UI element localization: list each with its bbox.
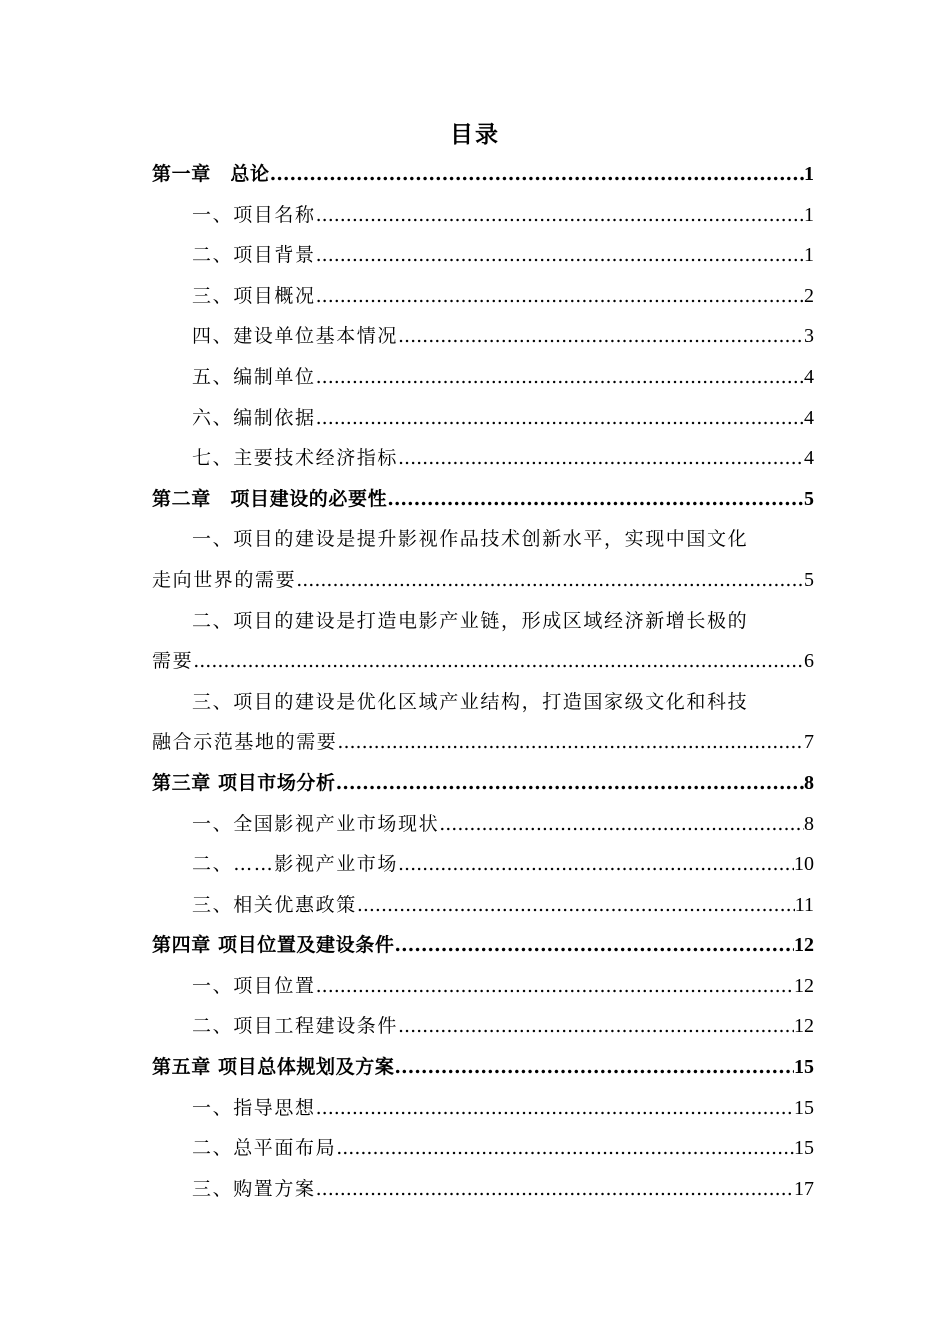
toc-page-number: 4	[804, 447, 814, 470]
toc-page-number: 1	[804, 163, 814, 185]
dot-leader	[387, 479, 804, 520]
toc-entry-label: 四、建设单位基本情况	[192, 325, 399, 348]
toc-entry-label: 二、项目的建设是打造电影产业链，形成区域经济新增长极的	[192, 609, 749, 632]
toc-page-number: 8	[804, 812, 814, 835]
toc-entry-label: 五、编制单位	[192, 365, 316, 388]
toc-title: 目录	[450, 121, 500, 148]
dot-leader	[316, 398, 804, 439]
dot-leader	[357, 885, 795, 926]
dot-leader	[398, 1006, 794, 1047]
toc-section-entry[interactable]	[152, 601, 814, 682]
toc-entry-label: 第二章 项目建设的必要性	[152, 487, 388, 510]
dot-leader	[316, 235, 804, 276]
dot-leader	[296, 560, 804, 601]
table-of-contents	[152, 154, 814, 1209]
toc-entry-label: 七、主要技术经济指标	[192, 447, 399, 470]
toc-page-number: 10	[794, 853, 814, 876]
toc-entry-label: 三、相关优惠政策	[192, 893, 357, 916]
toc-section-entry[interactable]	[152, 519, 814, 600]
toc-page-number: 17	[794, 1177, 814, 1200]
dot-leader	[336, 763, 804, 804]
toc-section-entry[interactable]	[152, 1128, 814, 1169]
toc-section-entry[interactable]	[152, 235, 814, 276]
toc-page-number: 5	[804, 568, 814, 591]
toc-page-number: 15	[794, 1096, 814, 1119]
toc-section-entry[interactable]	[152, 398, 814, 439]
toc-entry-label: 二、……影视产业市场	[192, 853, 399, 876]
toc-entry-label: 一、项目名称	[192, 203, 316, 226]
toc-page-number: 4	[804, 365, 814, 388]
toc-entry-label: 二、项目工程建设条件	[192, 1015, 399, 1038]
toc-chapter-entry[interactable]	[152, 154, 814, 195]
toc-section-entry[interactable]	[152, 804, 814, 845]
toc-chapter-entry[interactable]	[152, 925, 814, 966]
toc-entry-label: 一、全国影视产业市场现状	[192, 812, 440, 835]
dot-leader	[394, 925, 794, 966]
toc-entry-label: 一、指导思想	[192, 1096, 316, 1119]
toc-page-number: 2	[804, 284, 814, 307]
toc-page-number: 1	[804, 244, 814, 267]
toc-section-entry[interactable]	[152, 1088, 814, 1129]
toc-section-entry[interactable]	[152, 682, 814, 763]
toc-page-number: 3	[804, 325, 814, 348]
toc-entry-label: 第四章 项目位置及建设条件	[152, 934, 395, 957]
toc-section-entry[interactable]	[152, 844, 814, 885]
toc-chapter-entry[interactable]	[152, 479, 814, 520]
toc-section-entry[interactable]	[152, 1169, 814, 1210]
toc-section-entry[interactable]	[152, 885, 814, 926]
dot-leader	[337, 722, 804, 763]
dot-leader	[394, 1047, 794, 1088]
dot-leader	[316, 357, 804, 398]
toc-section-entry[interactable]	[152, 357, 814, 398]
dot-leader	[398, 316, 804, 357]
toc-section-entry[interactable]	[152, 1006, 814, 1047]
toc-entry-label: 三、购置方案	[192, 1177, 316, 1200]
toc-section-entry[interactable]	[152, 438, 814, 479]
toc-page-number: 12	[794, 1015, 814, 1038]
toc-page-number: 15	[794, 1137, 814, 1160]
dot-leader	[193, 641, 804, 682]
toc-page-number: 15	[794, 1056, 814, 1079]
toc-entry-label: 三、项目概况	[192, 284, 316, 307]
dot-leader	[398, 844, 794, 885]
toc-entry-label: 一、项目位置	[192, 974, 316, 997]
toc-page-number: 12	[794, 934, 814, 957]
toc-entry-label: 六、编制依据	[192, 406, 316, 429]
toc-page-number: 6	[804, 650, 814, 673]
dot-leader	[316, 1169, 794, 1210]
toc-page-number: 7	[804, 731, 814, 754]
dot-leader	[439, 804, 804, 845]
toc-entry-label: 三、项目的建设是优化区域产业结构，打造国家级文化和科技	[192, 690, 749, 713]
toc-page-number: 8	[804, 771, 814, 794]
toc-entry-label-continued: 融合示范基地的需要	[152, 731, 338, 754]
toc-section-entry[interactable]	[152, 276, 814, 317]
toc-entry-label-continued: 走向世界的需要	[152, 568, 297, 591]
dot-leader	[316, 276, 804, 317]
toc-entry-label: 一、项目的建设是提升影视作品技术创新水平，实现中国文化	[192, 528, 749, 551]
toc-page-number: 5	[804, 487, 814, 510]
toc-page-number: 11	[794, 893, 814, 916]
dot-leader	[316, 195, 804, 236]
dot-leader	[316, 1088, 794, 1129]
dot-leader	[270, 154, 804, 195]
toc-chapter-entry[interactable]	[152, 1047, 814, 1088]
toc-entry-label-continued: 需要	[152, 650, 194, 673]
toc-entry-label: 第三章 项目市场分析	[152, 771, 336, 794]
toc-page-number: 4	[804, 406, 814, 429]
dot-leader	[336, 1128, 794, 1169]
toc-section-entry[interactable]	[152, 316, 814, 357]
dot-leader	[398, 438, 804, 479]
toc-page-number: 12	[794, 974, 814, 997]
toc-entry-label: 二、项目背景	[192, 244, 316, 267]
toc-entry-label: 第一章 总论	[152, 163, 270, 185]
toc-section-entry[interactable]	[152, 195, 814, 236]
toc-entry-label: 第五章 项目总体规划及方案	[152, 1056, 395, 1079]
toc-section-entry[interactable]	[152, 966, 814, 1007]
toc-chapter-entry[interactable]	[152, 763, 814, 804]
toc-page-number: 1	[804, 203, 814, 226]
dot-leader	[316, 966, 794, 1007]
toc-entry-label: 二、总平面布局	[192, 1137, 337, 1160]
